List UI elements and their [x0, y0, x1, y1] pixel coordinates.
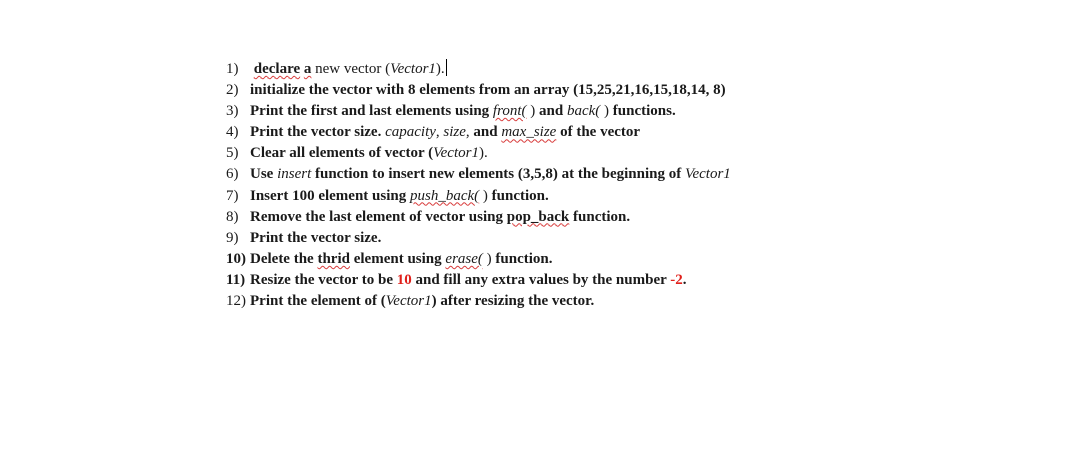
text-run: initialize the vector with 8 elements from an array (15,25,21,16,15,18,14, 8) [250, 82, 726, 99]
text-run: function to insert new elements (3,5,8) at the beginning of [311, 166, 685, 183]
text-run: capacity [385, 124, 436, 141]
text-run: function. [495, 250, 553, 267]
text-run: Vector1 [433, 145, 479, 162]
text-run: front( [492, 103, 527, 120]
text-run: Vector1 [684, 166, 731, 183]
text-run: ) after resizing the vector. [431, 293, 595, 310]
text-run: and [473, 124, 502, 141]
list-item [226, 122, 1026, 143]
text-run: Vector1 [385, 293, 432, 310]
text-run: erase( [445, 250, 483, 267]
list-item [226, 291, 1026, 312]
text-run: declare [253, 61, 301, 77]
text-run: ). [478, 145, 488, 162]
text-run: Print the element of ( [250, 293, 386, 310]
text-run: Print the first and last elements using [250, 103, 493, 120]
text-run: Remove the last element of vector using [250, 208, 507, 225]
list-item [226, 164, 1026, 185]
text-run: back( [566, 103, 601, 120]
text-run: insert [277, 166, 312, 183]
list-item-number: 11) [226, 271, 246, 288]
list-item-number: 4) [226, 124, 239, 141]
text-run: Vector1 [390, 61, 436, 77]
text-run: Use [250, 166, 278, 183]
text-run: max_size [501, 124, 557, 141]
text-run: Insert 100 element using [250, 187, 410, 204]
list-item [226, 80, 1026, 101]
list-item-number: 5) [226, 145, 239, 162]
text-cursor [446, 59, 447, 76]
text-run: ) [526, 103, 540, 120]
list-item-number: 3) [226, 103, 239, 120]
text-run: 10 [396, 271, 412, 288]
text-run: pop_back [506, 208, 570, 225]
text-run: , [465, 124, 474, 141]
text-run: , [435, 124, 444, 141]
text-run: push_back( [410, 187, 480, 204]
list-item-number: 9) [226, 229, 239, 246]
list-item-number: 1) [226, 61, 239, 77]
text-run: Print the vector size. [250, 229, 382, 246]
text-run: . [682, 271, 687, 288]
list-item [226, 249, 1026, 270]
text-run: and fill any extra values by the number [411, 271, 671, 288]
text-run: function. [491, 187, 549, 204]
text-run: Print the vector size. [250, 124, 386, 141]
text-run: function. [569, 208, 631, 225]
list-item-number: 12) [226, 293, 246, 310]
list-item [226, 186, 1026, 207]
list-item [226, 270, 1026, 291]
text-run: -2 [670, 271, 683, 288]
text-run: and [539, 103, 567, 120]
list-item-number: 6) [226, 166, 239, 183]
text-run: Resize the vector to be [250, 271, 397, 288]
text-run: size [443, 124, 466, 141]
text-run: Clear all elements of vector ( [250, 145, 434, 162]
list-item [226, 228, 1026, 249]
list-item [226, 143, 1026, 164]
list-item-number: 10) [226, 250, 246, 267]
text-run: Delete the [250, 250, 318, 267]
document-body [226, 59, 1026, 312]
text-run: functions. [612, 103, 676, 120]
list-item [226, 207, 1026, 228]
list-item [226, 59, 1026, 80]
text-run: thrid [317, 250, 350, 267]
text-run: of the vector [556, 124, 641, 141]
text-run: ) [479, 187, 492, 204]
text-run: ) [600, 103, 613, 120]
list-item-number: 8) [226, 208, 239, 225]
text-run: new vector ( [311, 61, 391, 77]
text-run: ). [435, 61, 445, 77]
text-run: a [303, 61, 312, 77]
text-run: element using [349, 250, 446, 267]
list-item-number: 2) [226, 82, 239, 99]
list-item-number: 7) [226, 187, 239, 204]
list-item [226, 101, 1026, 122]
text-run: ) [482, 250, 496, 267]
